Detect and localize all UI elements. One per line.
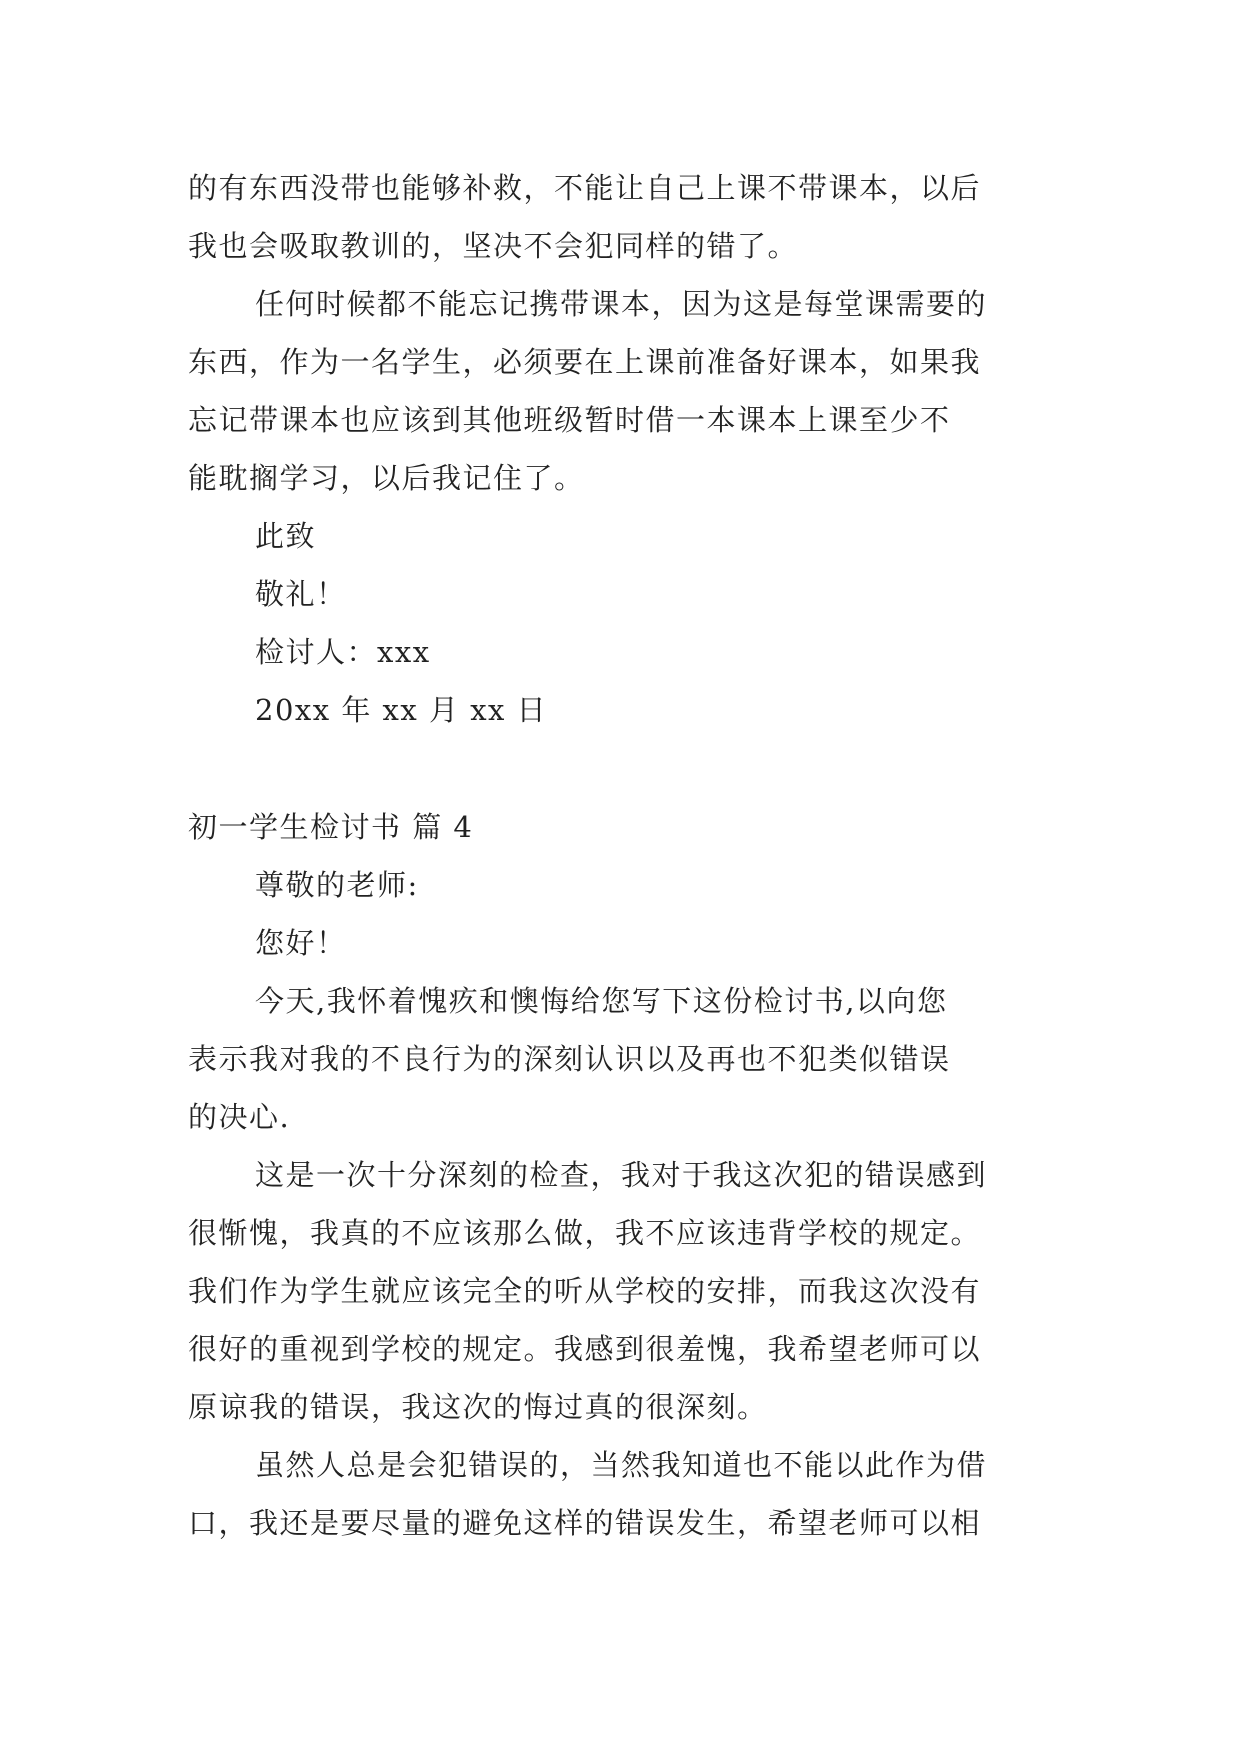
signature-line: 检讨人：xxx: [255, 635, 431, 669]
paragraph-line: 口，我还是要尽量的避免这样的错误发生，希望老师可以相: [188, 1506, 982, 1540]
paragraph-line: 的决心.: [188, 1100, 291, 1134]
date-line: 20xx 年 xx 月 xx 日: [255, 693, 548, 727]
paragraph-line: 很惭愧，我真的不应该那么做，我不应该违背学校的规定。: [188, 1216, 982, 1250]
paragraph-line: 原谅我的错误，我这次的悔过真的很深刻。: [188, 1390, 768, 1424]
closing-salutation: 此致: [255, 519, 317, 553]
greeting-recipient: 尊敬的老师:: [255, 868, 419, 902]
paragraph-line: 我们作为学生就应该完全的听从学校的安排，而我这次没有: [188, 1274, 982, 1308]
paragraph-line: 能耽搁学习，以后我记住了。: [188, 461, 585, 495]
paragraph-line: 很好的重视到学校的规定。我感到很羞愧，我希望老师可以: [188, 1332, 982, 1366]
paragraph-line: 今天,我怀着愧疚和懊悔给您写下这份检讨书,以向您: [255, 984, 948, 1018]
paragraph-line: 任何时候都不能忘记携带课本，因为这是每堂课需要的: [255, 287, 988, 321]
paragraph-line: 虽然人总是会犯错误的，当然我知道也不能以此作为借: [255, 1448, 988, 1482]
paragraph-line: 我也会吸取教训的，坚决不会犯同样的错了。: [188, 229, 799, 263]
section-title: 初一学生检讨书 篇 4: [188, 810, 474, 844]
closing-regards: 敬礼！: [255, 577, 347, 611]
paragraph-line: 表示我对我的不良行为的深刻认识以及再也不犯类似错误: [188, 1042, 951, 1076]
paragraph-line: 这是一次十分深刻的检查，我对于我这次犯的错误感到: [255, 1158, 988, 1192]
paragraph-line: 东西，作为一名学生，必须要在上课前准备好课本，如果我: [188, 345, 982, 379]
paragraph-line: 忘记带课本也应该到其他班级暂时借一本课本上课至少不: [188, 403, 951, 437]
paragraph-line: 的有东西没带也能够补救，不能让自己上课不带课本，以后: [188, 171, 982, 205]
greeting-hello: 您好！: [255, 926, 347, 960]
